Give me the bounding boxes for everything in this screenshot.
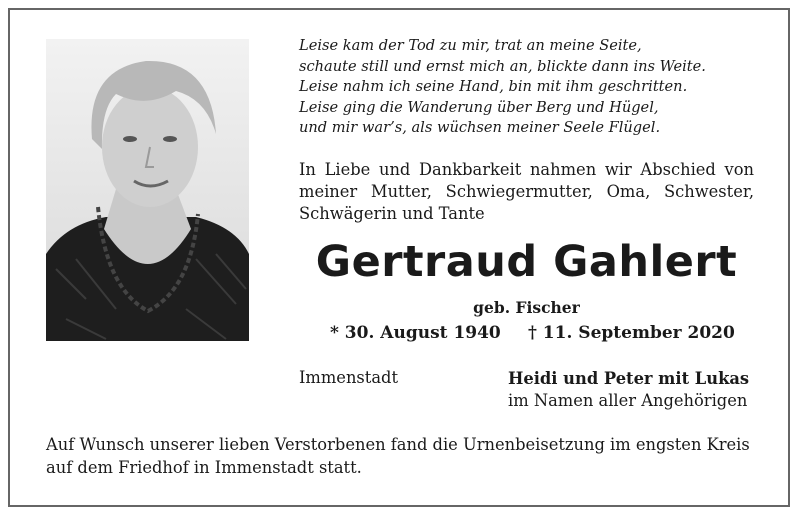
mourners bbox=[508, 368, 749, 412]
deceased-name: Gertraud Gahlert bbox=[315, 237, 738, 287]
poem-line: Leise nahm ich seine Hand, bin mit ihm geschritten. bbox=[299, 78, 688, 95]
place: Immenstadt bbox=[299, 368, 398, 387]
poem bbox=[299, 36, 769, 139]
death-date: † 11. September 2020 bbox=[528, 323, 735, 343]
poem-line: schaute still und ernst mich an, blickte dann ins Weite. bbox=[299, 57, 706, 75]
farewell-intro: In Liebe und Dankbarkeit nahmen wir Abschied von meiner Mutter, Schwiegermutter, Oma, Schwester, Schwägerin und Tante bbox=[299, 160, 754, 223]
birth-name: geb. Fischer bbox=[473, 298, 580, 317]
burial-notice: Auf Wunsch unserer lieben Verstorbenen fand die Urnenbeisetzung im engsten Kreis auf dem Friedhof in Immenstadt statt. bbox=[46, 435, 750, 477]
poem-line: und mir war’s, als wüchsen meiner Seele Flügel. bbox=[299, 119, 661, 136]
poem-line: Leise kam der Tod zu mir, trat an meine Seite, bbox=[299, 37, 642, 54]
mourner-names: Heidi und Peter mit Lukas bbox=[508, 369, 750, 388]
poem-line: Leise ging die Wanderung über Berg und Hügel, bbox=[299, 98, 659, 116]
birth-date: * 30. August 1940 bbox=[330, 323, 501, 343]
on-behalf-text: im Namen aller Angehörigen bbox=[508, 391, 748, 410]
portrait-photo bbox=[46, 39, 249, 341]
